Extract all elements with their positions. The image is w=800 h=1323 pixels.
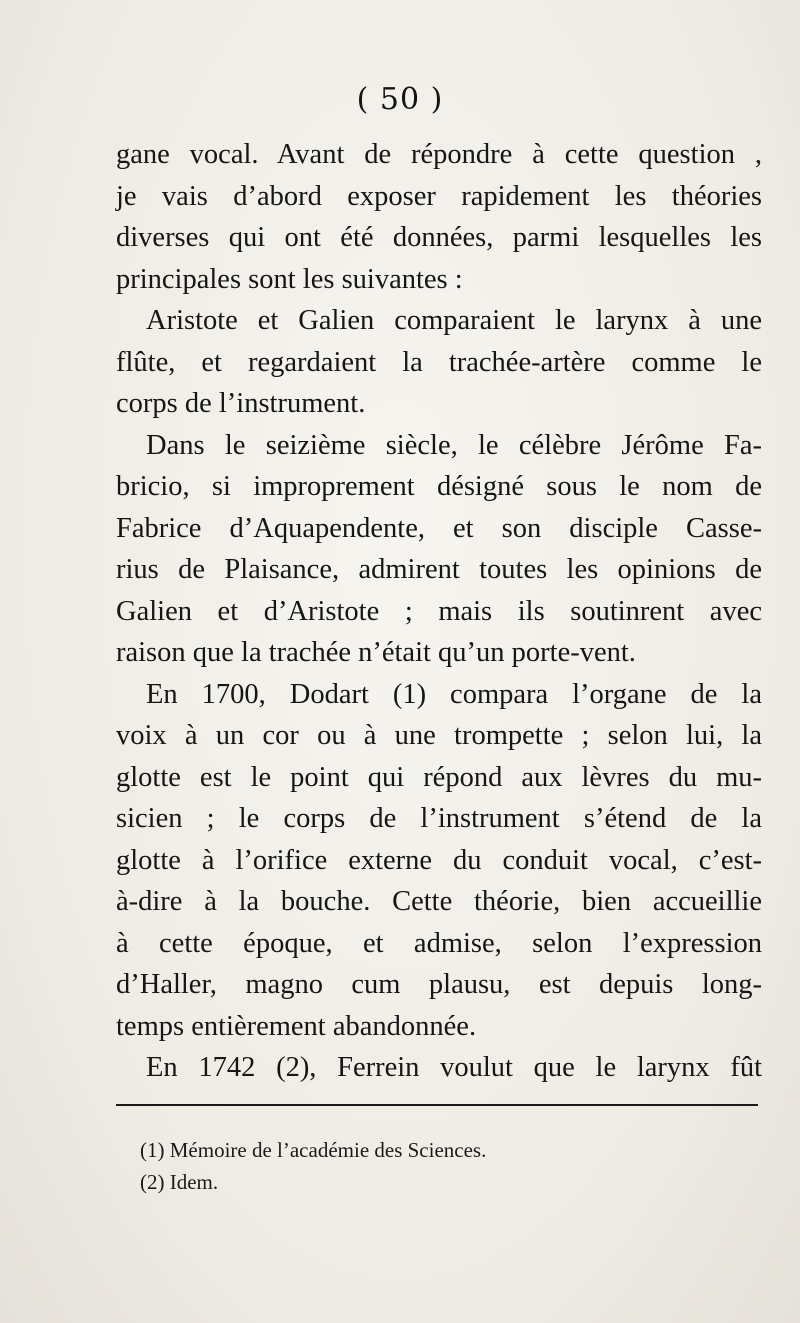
text-line: gane vocal. Avant de répondre à cette question , [116, 139, 762, 170]
footnote-rule [116, 1104, 758, 1106]
text-line: Dans le seizième siècle, le célèbre Jérôme Fa- [146, 429, 762, 461]
text-line: je vais d’abord exposer rapidement les théories [116, 180, 762, 212]
text-line: d’Haller, magno cum plausu, est depuis long- [116, 969, 762, 1000]
text-line: raison que la trachée n’était qu’un porte-vent. [116, 637, 636, 668]
text-line: glotte est le point qui répond aux lèvres du mu- [116, 761, 762, 793]
text-line: flûte, et regardaient la trachée-artère comme le [116, 346, 762, 378]
text-line: bricio, si improprement désigné sous le nom de [116, 471, 762, 502]
text-line: temps entièrement abandonnée. [116, 1010, 477, 1042]
text-line: glotte à l’orifice externe du conduit vocal, c’est- [116, 844, 762, 876]
text-line: sicien ; le corps de l’instrument s’étend de la [116, 803, 762, 834]
text-line: diverses qui ont été données, parmi lesquelles les [116, 222, 762, 253]
body-text [116, 134, 762, 1089]
text-line: principales sont les suivantes : [116, 263, 463, 295]
text-line: En 1742 (2), Ferrein voulut que le larynx fût [146, 1052, 762, 1083]
footnotes [140, 1134, 486, 1198]
text-line: rius de Plaisance, admirent toutes les opinions de [116, 554, 762, 585]
text-line: Aristote et Galien comparaient le larynx à une [146, 305, 762, 336]
footnote: (2) Idem. [140, 1170, 219, 1194]
text-line: Fabrice d’Aquapendente, et son disciple Casse- [116, 512, 762, 544]
footnote: (1) Mémoire de l’académie des Sciences. [140, 1138, 487, 1162]
text-line: à-dire à la bouche. Cette théorie, bien accueillie [116, 886, 762, 917]
text-line: corps de l’instrument. [116, 388, 366, 419]
text-line: Galien et d’Aristote ; mais ils soutinrent avec [116, 595, 762, 627]
text-line: voix à un cor ou à une trompette ; selon lui, la [116, 720, 762, 751]
text-line: à cette époque, et admise, selon l’expression [116, 927, 762, 959]
text-line: En 1700, Dodart (1) compara l’organe de la [146, 678, 762, 710]
page-number: ( 50 ) [356, 82, 444, 117]
